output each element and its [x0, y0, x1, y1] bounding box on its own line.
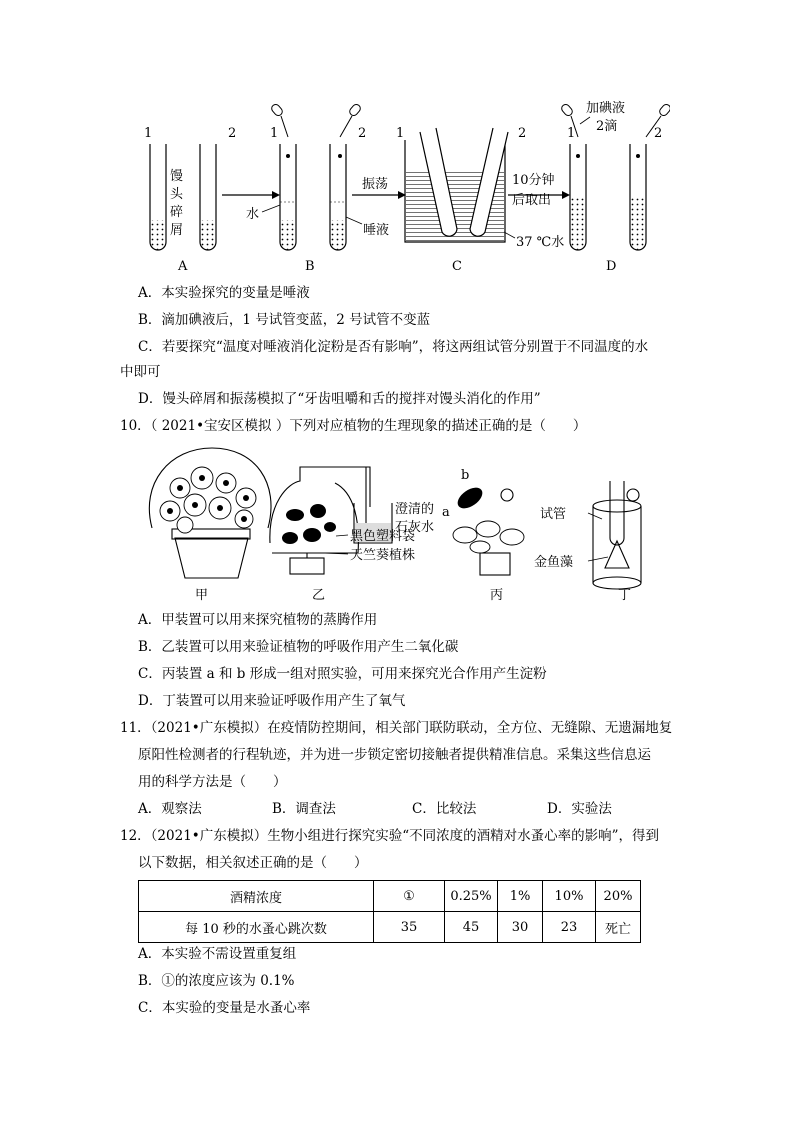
label-jia: 甲	[195, 588, 209, 603]
tube-number-A1: 1	[144, 126, 153, 141]
table-cell: 23	[543, 912, 596, 943]
mantou-char-2: 头	[170, 187, 184, 202]
table-cell: 1%	[498, 881, 543, 912]
q10-option-b: B．乙装置可以用来验证植物的呼吸作用产生二氧化碳	[138, 639, 459, 655]
q11-stem-line-3: 用的科学方法是（ ）	[138, 774, 287, 790]
table-row	[139, 912, 641, 943]
temperature-label: 37 ℃水	[516, 235, 565, 250]
data-table	[138, 880, 641, 943]
lime-water-label-1: 澄清的	[395, 502, 435, 517]
table-cell: ①	[374, 881, 445, 912]
table-cell: 45	[445, 912, 498, 943]
q12-stem-line-2: 以下数据，相关叙述正确的是（ ）	[138, 855, 368, 871]
iodine-label-2: 2滴	[596, 119, 618, 134]
starch-digestion-figure	[130, 92, 670, 277]
table-cell: 0.25%	[445, 881, 498, 912]
q9-option-b: B．滴加碘液后，1 号试管变蓝，2 号试管不变蓝	[138, 312, 431, 328]
geranium-label: 天竺葵植株	[350, 548, 416, 563]
label-bing: 丙	[490, 588, 504, 603]
mantou-char-1: 馒	[170, 169, 184, 184]
q12-stem-line-1: 12．（2021•广东模拟）生物小组进行探究实验“不同浓度的酒精对水蚤心率的影响”，得到	[120, 828, 660, 844]
panel-label-C: C	[452, 259, 462, 274]
shake-label: 振荡	[362, 177, 389, 192]
label-yi: 乙	[312, 588, 326, 603]
leaf-a-label: a	[442, 505, 450, 520]
water-label: 水	[246, 207, 260, 222]
table-cell: 20%	[596, 881, 641, 912]
q11-option-a: A．观察法	[138, 801, 202, 817]
table-cell: 35	[374, 912, 445, 943]
time-label-2: 后取出	[512, 193, 552, 208]
tube-number-D1: 1	[567, 126, 576, 141]
table-cell: 10%	[543, 881, 596, 912]
q11-option-b: B．调查法	[272, 801, 336, 817]
q9-option-d: D．馒头碎屑和振荡模拟了“牙齿咀嚼和舌的搅拌对馒头消化的作用”	[138, 391, 541, 407]
q10-option-d: D．丁装置可以用来验证呼吸作用产生了氧气	[138, 693, 406, 709]
plant-physiology-figure	[140, 443, 660, 605]
q12-option-b: B．①的浓度应该为 0.1%	[138, 973, 295, 989]
mantou-char-4: 屑	[170, 223, 184, 238]
q9-option-c-cont: 中即可	[120, 364, 161, 380]
saliva-label: 唾液	[363, 223, 390, 238]
algae-label: 金鱼藻	[534, 555, 574, 570]
time-label-1: 10分钟	[512, 173, 555, 188]
tube-number-B2-label: 2	[358, 126, 367, 141]
test-tube-label: 试管	[540, 507, 567, 522]
table-cell: 死亡	[596, 912, 641, 943]
tube-number-B1: 1	[270, 126, 279, 141]
q11-option-c: C．比较法	[412, 801, 477, 817]
q11-stem-line-2: 原阳性检测者的行程轨迹，并为进一步锁定密切接触者提供精准信息。采集这些信息运	[138, 747, 651, 763]
q9-option-a: A．本实验探究的变量是唾液	[138, 285, 310, 301]
panel-label-A: A	[178, 259, 188, 274]
tube-number-C2: 2	[518, 126, 527, 141]
black-bag-label: 黑色塑料袋	[350, 529, 416, 544]
q10-option-c: C．丙装置 a 和 b 形成一组对照实验，可用来探究光合作用产生淀粉	[138, 666, 547, 682]
tube-number-D2: 2	[654, 126, 663, 141]
table-cell: 30	[498, 912, 543, 943]
q12-option-a: A．本实验不需设置重复组	[138, 946, 297, 962]
label-ding: 丁	[618, 588, 632, 603]
table-cell: 每 10 秒的水蚤心跳次数	[139, 912, 374, 943]
leaf-b-label: b	[461, 468, 470, 483]
panel-label-D: D	[606, 259, 617, 274]
q9-option-c: C．若要探究“温度对唾液消化淀粉是否有影响”，将这两组试管分别置于不同温度的水	[138, 339, 649, 355]
tube-number-A2: 2	[228, 126, 237, 141]
iodine-label-1: 加碘液	[586, 101, 626, 116]
panel-label-B: B	[305, 259, 315, 274]
q12-option-c: C．本实验的变量是水蚤心率	[138, 1000, 311, 1016]
q10-option-a: A．甲装置可以用来探究植物的蒸腾作用	[138, 612, 378, 628]
table-cell: 酒精浓度	[139, 881, 374, 912]
lime-water-label-2: 石灰水	[395, 520, 435, 535]
q10-stem: 10．（ 2021•宝安区模拟 ）下列对应植物的生理现象的描述正确的是（ ）	[120, 418, 587, 434]
mantou-char-3: 碎	[170, 205, 184, 220]
q11-stem-line-1: 11．（2021•广东模拟）在疫情防控期间，相关部门联防联动，全方位、无缝隙、无遗漏地复	[120, 720, 673, 736]
table-row	[139, 881, 641, 912]
q11-option-d: D．实验法	[547, 801, 612, 817]
tube-number-C1: 1	[396, 126, 405, 141]
